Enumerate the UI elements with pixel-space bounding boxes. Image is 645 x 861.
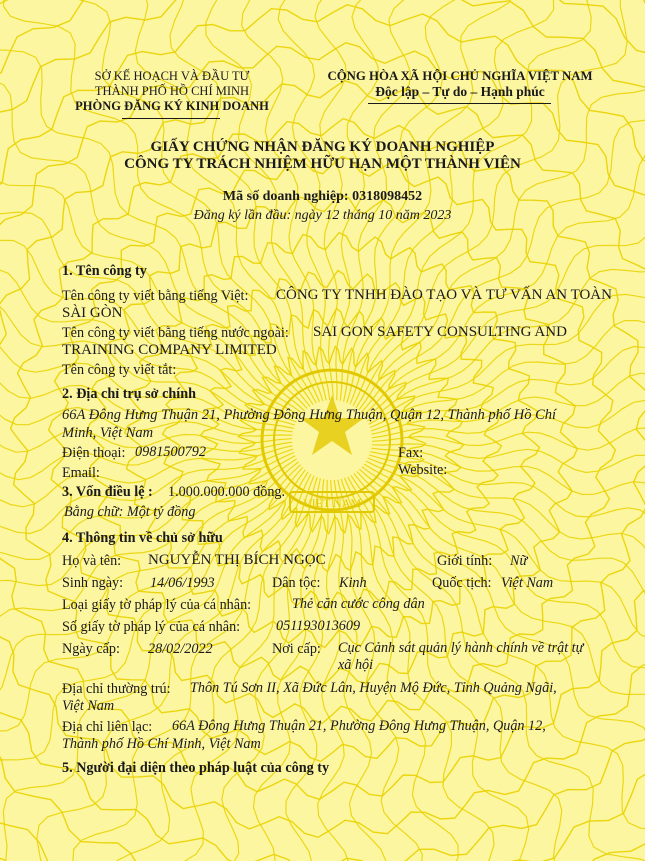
foreign-name-label: Tên công ty viết bằng tiếng nước ngoài: xyxy=(62,325,289,341)
vn-name-value-2: SÀI GÒN xyxy=(62,305,123,321)
dob-label: Sinh ngày: xyxy=(62,575,124,591)
gender-label: Giới tính: xyxy=(437,553,493,569)
owner-name-label: Họ và tên: xyxy=(62,553,122,569)
issue-place-value-1: Cục Cảnh sát quản lý hành chính về trật tự xyxy=(338,640,584,656)
star-icon xyxy=(300,395,364,455)
phone-value: 0981500792 xyxy=(135,444,206,460)
capital-in-words: Bằng chữ: Một tỷ đồng xyxy=(64,504,196,520)
id-type-label: Loại giấy tờ pháp lý của cá nhân: xyxy=(62,597,252,613)
address-line-2: Minh, Việt Nam xyxy=(62,425,154,441)
contact-address-value-1: 66A Đông Hưng Thuận 21, Phường Đông Hưng Thuận, Quận 12, xyxy=(172,718,546,734)
section-1-heading: 1. Tên công ty xyxy=(62,263,147,279)
vn-name-label: Tên công ty viết bằng tiếng Việt: xyxy=(62,288,249,304)
contact-address-value-2: Thành phố Hồ Chí Minh, Việt Nam xyxy=(62,736,261,752)
contact-address-label: Địa chỉ liên lạc: xyxy=(62,719,153,735)
address-line-1: 66A Đông Hưng Thuận 21, Phường Đông Hưng Thuận, Quận 12, Thành phố Hồ Chí xyxy=(62,407,557,423)
website-label: Website: xyxy=(398,462,448,478)
ethnicity-label: Dân tộc: xyxy=(272,575,321,591)
section-2-heading: 2. Địa chỉ trụ sở chính xyxy=(62,386,196,402)
ethnicity-value: Kinh xyxy=(339,575,367,591)
nationality-value: Việt Nam xyxy=(501,575,554,591)
gender-value: Nữ xyxy=(510,553,528,569)
vn-name-value-1: CÔNG TY TNHH ĐÀO TẠO VÀ TƯ VẤN AN TOÀN xyxy=(276,287,612,303)
id-type-value: Thẻ căn cước công dân xyxy=(292,596,425,612)
agency-divider xyxy=(122,118,220,119)
agency-line-2: THÀNH PHỐ HỒ CHÍ MINH xyxy=(94,84,250,98)
nation-line-2: Độc lập – Tự do – Hạnh phúc xyxy=(375,84,545,99)
permanent-address-value-1: Thôn Tú Sơn II, Xã Đức Lân, Huyện Mộ Đức, Tỉnh Quảng Ngãi, xyxy=(190,680,557,696)
nation-divider xyxy=(368,103,551,104)
agency-line-1: SỞ KẾ HOẠCH VÀ ĐẦU TƯ xyxy=(94,69,250,83)
phone-label: Điện thoại: xyxy=(62,445,126,461)
document-title-2: CÔNG TY TRÁCH NHIỆM HỮU HẠN MỘT THÀNH VIÊN xyxy=(124,156,521,172)
emblem-text: VIỆT NAM xyxy=(302,496,362,510)
id-number-value: 051193013609 xyxy=(276,618,361,634)
section-5-heading: 5. Người đại diện theo pháp luật của công ty xyxy=(62,760,330,776)
permanent-address-value-2: Việt Nam xyxy=(62,698,115,714)
section-3-heading: 3. Vốn điều lệ : xyxy=(62,484,153,500)
short-name-label: Tên công ty viết tắt: xyxy=(62,362,177,378)
document-title-1: GIẤY CHỨNG NHẬN ĐĂNG KÝ DOANH NGHIỆP xyxy=(150,139,495,155)
issue-place-label: Nơi cấp: xyxy=(272,641,321,657)
nationality-label: Quốc tịch: xyxy=(432,575,492,591)
charter-capital-value: 1.000.000.000 đồng. xyxy=(168,484,286,500)
first-registration-date: Đăng ký lần đầu: ngày 12 tháng 10 năm 2023 xyxy=(193,208,452,223)
agency-line-3: PHÒNG ĐĂNG KÝ KINH DOANH xyxy=(75,99,269,113)
email-label: Email: xyxy=(62,465,100,481)
dob-value: 14/06/1993 xyxy=(150,575,215,591)
fax-label: Fax: xyxy=(398,445,424,461)
foreign-name-value-1: SAI GON SAFETY CONSULTING AND xyxy=(313,324,567,340)
issue-place-value-2: xã hội xyxy=(338,657,374,673)
permanent-address-label: Địa chỉ thường trú: xyxy=(62,681,171,697)
issue-date-label: Ngày cấp: xyxy=(62,641,120,657)
enterprise-code: Mã số doanh nghiệp: 0318098452 xyxy=(222,189,423,204)
issue-date-value: 28/02/2022 xyxy=(148,641,213,657)
foreign-name-value-2: TRAINING COMPANY LIMITED xyxy=(62,342,277,358)
owner-name-value: NGUYỄN THỊ BÍCH NGỌC xyxy=(148,552,326,568)
nation-line-1: CỘNG HÒA XÃ HỘI CHỦ NGHĨA VIỆT NAM xyxy=(327,69,593,83)
id-number-label: Số giấy tờ pháp lý của cá nhân: xyxy=(62,619,241,635)
section-4-heading: 4. Thông tin về chủ sở hữu xyxy=(62,530,223,546)
